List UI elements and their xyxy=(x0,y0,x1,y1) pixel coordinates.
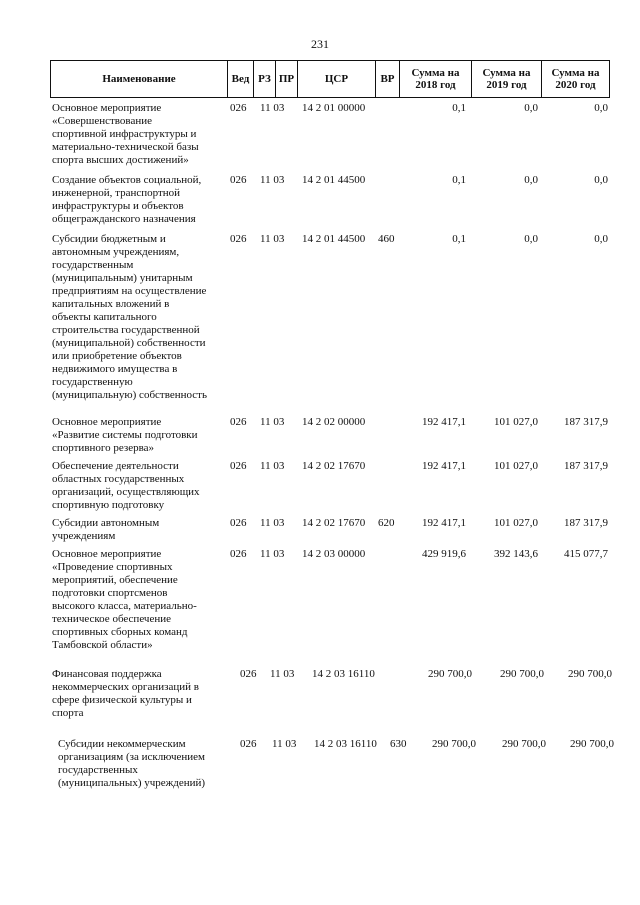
row-csr: 14 2 02 17670 xyxy=(302,460,366,472)
row-sum-2018: 192 417,1 xyxy=(422,416,466,428)
row-sum-2019: 290 700,0 xyxy=(502,738,546,750)
row-rzpr: 11 03 xyxy=(260,233,285,245)
row-sum-2018: 290 700,0 xyxy=(428,668,472,680)
row-csr: 14 2 01 00000 xyxy=(302,102,366,114)
row-sum-2019: 101 027,0 xyxy=(494,460,538,472)
row-name: Финансовая поддержка некоммерческих организаций в сфере физической культуры и спорта xyxy=(52,668,199,719)
header-sum-2020: Сумма на 2020 год xyxy=(541,61,609,97)
row-vr: 460 xyxy=(378,233,395,245)
row-csr: 14 2 01 44500 xyxy=(302,233,366,245)
row-sum-2018: 0,1 xyxy=(452,233,466,245)
row-sum-2018: 0,1 xyxy=(452,174,466,186)
row-name: Создание объектов социальной, инженерной, транспортной инфраструктуры и объектов общегражданского назначения xyxy=(52,174,202,225)
row-name: Основное мероприятие «Проведение спортивных мероприятий, обеспечение подготовки спортсменов высокого класса, материально- техническое обеспечение спортивных сборных команд Тамбовской области» xyxy=(52,548,197,651)
page-number: 231 xyxy=(311,37,329,51)
row-sum-2020: 187 317,9 xyxy=(564,517,608,529)
row-ved: 026 xyxy=(230,174,247,186)
row-csr: 14 2 02 17670 xyxy=(302,517,366,529)
row-vr: 620 xyxy=(378,517,395,529)
row-csr: 14 2 03 16110 xyxy=(312,668,375,680)
row-ved: 026 xyxy=(240,668,257,680)
header-rz: РЗ xyxy=(253,61,275,97)
row-csr: 14 2 03 00000 xyxy=(302,548,366,560)
row-sum-2019: 290 700,0 xyxy=(500,668,544,680)
row-sum-2020: 187 317,9 xyxy=(564,416,608,428)
row-sum-2018: 0,1 xyxy=(452,102,466,114)
row-sum-2019: 101 027,0 xyxy=(494,416,538,428)
row-ved: 026 xyxy=(240,738,257,750)
row-sum-2019: 0,0 xyxy=(524,102,538,114)
row-ved: 026 xyxy=(230,416,247,428)
row-name: Субсидии некоммерческим организациям (за исключением государственных (муниципальных) учреждений) xyxy=(58,738,206,789)
row-csr: 14 2 01 44500 xyxy=(302,174,366,186)
header-name: Наименование xyxy=(102,73,176,85)
row-rzpr: 11 03 xyxy=(270,668,295,680)
header-csr: ЦСР xyxy=(297,61,375,97)
row-sum-2020: 187 317,9 xyxy=(564,460,608,472)
row-sum-2018: 192 417,1 xyxy=(422,460,466,472)
header-vr: ВР xyxy=(375,61,399,97)
row-rzpr: 11 03 xyxy=(260,548,285,560)
row-rzpr: 11 03 xyxy=(260,174,285,186)
header-ved: Вед xyxy=(227,61,253,97)
row-rzpr: 11 03 xyxy=(272,738,297,750)
row-sum-2020: 290 700,0 xyxy=(568,668,612,680)
row-sum-2018: 429 919,6 xyxy=(422,548,466,560)
header-sum-2018: Сумма на 2018 год xyxy=(399,61,471,97)
row-name: Субсидии автономным учреждениям xyxy=(52,517,160,542)
row-csr: 14 2 03 16110 xyxy=(314,738,377,750)
row-name: Основное мероприятие «Развитие системы подготовки спортивного резерва» xyxy=(52,416,198,454)
row-sum-2020: 290 700,0 xyxy=(570,738,614,750)
row-sum-2020: 0,0 xyxy=(594,233,608,245)
row-ved: 026 xyxy=(230,517,247,529)
header-pr: ПР xyxy=(275,61,297,97)
row-rzpr: 11 03 xyxy=(260,517,285,529)
row-sum-2020: 415 077,7 xyxy=(564,548,608,560)
row-name: Обеспечение деятельности областных государственных организаций, осуществляющих спортивную подготовку xyxy=(52,460,200,511)
row-vr: 630 xyxy=(390,738,407,750)
row-ved: 026 xyxy=(230,548,247,560)
row-sum-2018: 290 700,0 xyxy=(432,738,476,750)
row-csr: 14 2 02 00000 xyxy=(302,416,366,428)
row-name: Основное мероприятие «Совершенствование спортивной инфраструктуры и материально-технической базы спорта высших достижений» xyxy=(52,102,199,166)
row-ved: 026 xyxy=(230,233,247,245)
row-sum-2020: 0,0 xyxy=(594,102,608,114)
row-sum-2019: 0,0 xyxy=(524,233,538,245)
row-sum-2018: 192 417,1 xyxy=(422,517,466,529)
table-header xyxy=(50,60,610,98)
row-sum-2019: 101 027,0 xyxy=(494,517,538,529)
row-sum-2020: 0,0 xyxy=(594,174,608,186)
header-sum-2019: Сумма на 2019 год xyxy=(471,61,541,97)
row-sum-2019: 392 143,6 xyxy=(494,548,538,560)
row-rzpr: 11 03 xyxy=(260,102,285,114)
row-name: Субсидии бюджетным и автономным учреждениям, государственным (муниципальным) унитарным предприятиям на осуществление капитальных вложений в объекты капитального строительства государственной (муниципальной) собственности или приобретение объектов недвижимого имущества в государственную (муниципальную) собственность xyxy=(52,233,207,401)
row-sum-2019: 0,0 xyxy=(524,174,538,186)
row-ved: 026 xyxy=(230,460,247,472)
row-rzpr: 11 03 xyxy=(260,416,285,428)
row-rzpr: 11 03 xyxy=(260,460,285,472)
row-ved: 026 xyxy=(230,102,247,114)
